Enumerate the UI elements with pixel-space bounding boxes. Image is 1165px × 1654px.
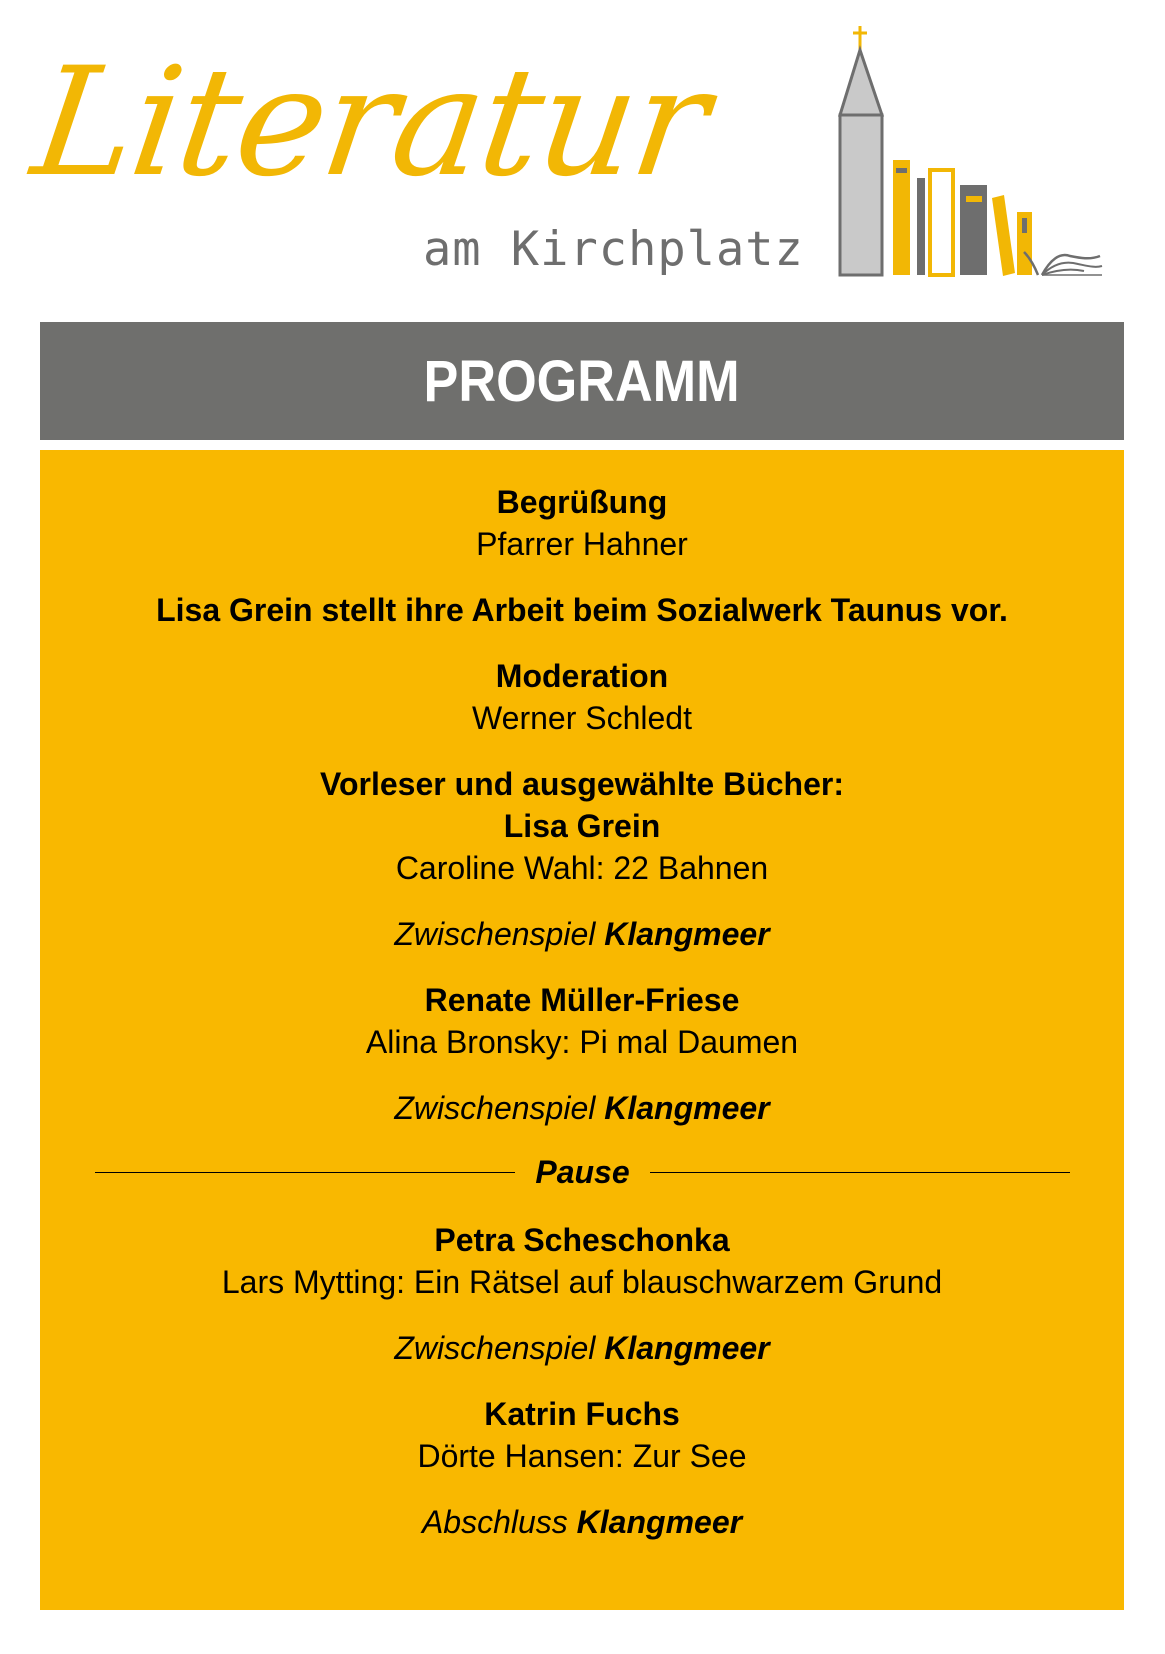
- interlude: [40, 1090, 1124, 1127]
- closing-band: Klangmeer: [576, 1504, 743, 1540]
- reader-name: Lisa Grein: [503, 808, 661, 844]
- program-banner: [40, 322, 1124, 440]
- pause-label: Pause: [535, 1154, 630, 1190]
- closing: [40, 1504, 1124, 1541]
- reader-name: Renate Müller-Friese: [424, 982, 740, 1018]
- moderation-person: Werner Schledt: [472, 700, 692, 736]
- interlude-band: Klangmeer: [604, 916, 770, 952]
- closing-label: Abschluss: [421, 1504, 568, 1540]
- reader-name: Petra Scheschonka: [434, 1222, 730, 1258]
- logo-title: Literatur: [23, 36, 717, 210]
- readers-heading: Vorleser und ausgewählte Bücher:: [320, 766, 844, 802]
- intro-text: Lisa Grein stellt ihre Arbeit beim Sozialwerk Taunus vor.: [156, 592, 1008, 628]
- reader-book: Dörte Hansen: Zur See: [417, 1438, 747, 1474]
- interlude-band: Klangmeer: [604, 1330, 770, 1366]
- pause-divider: [95, 1154, 1070, 1191]
- program-panel: [40, 450, 1124, 1610]
- reader-name: Katrin Fuchs: [484, 1396, 680, 1432]
- divider-line: [650, 1172, 1070, 1173]
- interlude-band: Klangmeer: [604, 1090, 770, 1126]
- divider-line: [95, 1172, 515, 1173]
- interlude: [40, 916, 1124, 953]
- welcome-heading: Begrüßung: [496, 484, 668, 520]
- interlude-label: Zwischenspiel: [394, 1090, 596, 1126]
- logo-subtitle: am Kirchplatz: [423, 222, 804, 277]
- banner-title: PROGRAMM: [423, 348, 741, 414]
- reader-book: Alina Bronsky: Pi mal Daumen: [365, 1024, 799, 1060]
- interlude-label: Zwischenspiel: [394, 1330, 596, 1366]
- interlude: [40, 1330, 1124, 1367]
- church-with-books-icon: [820, 20, 1140, 280]
- reader-book: Lars Mytting: Ein Rätsel auf blauschwarzem Grund: [221, 1264, 943, 1300]
- welcome-person: Pfarrer Hahner: [476, 526, 688, 562]
- moderation-heading: Moderation: [495, 658, 669, 694]
- header: [0, 0, 1165, 300]
- reader-book: Caroline Wahl: 22 Bahnen: [395, 850, 769, 886]
- interlude-label: Zwischenspiel: [394, 916, 596, 952]
